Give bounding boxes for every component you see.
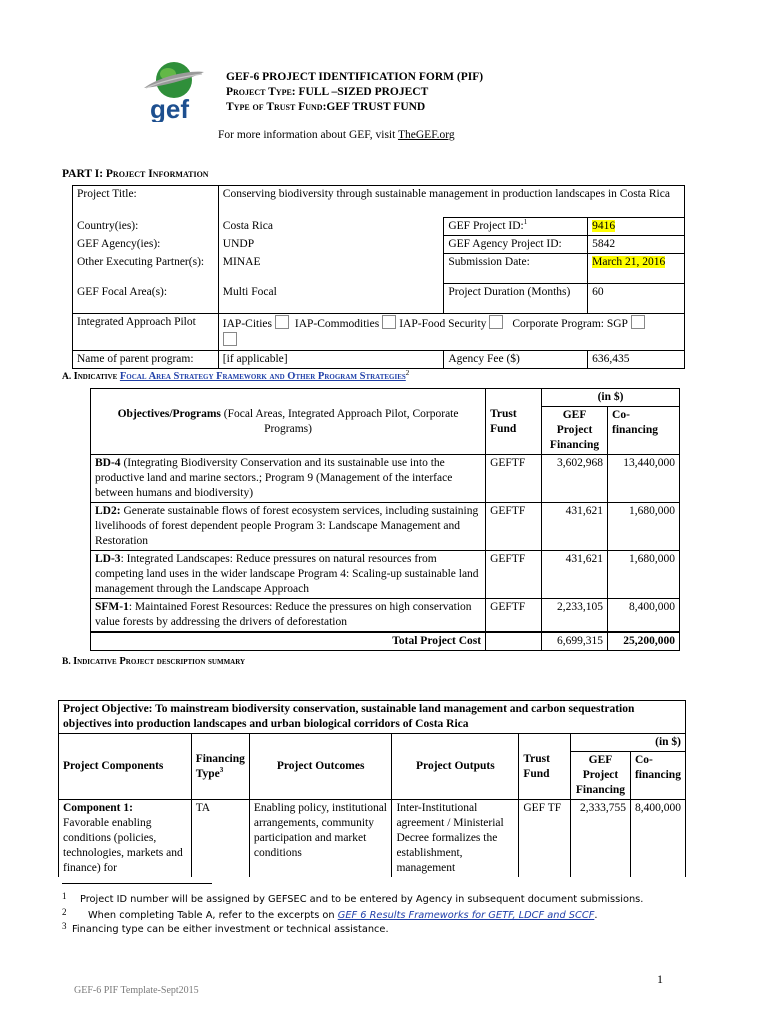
- gef-project-id-label: GEF Project ID:$^1$: [444, 218, 588, 236]
- corporate-program-checkbox[interactable]: [631, 315, 645, 329]
- agency-value: UNDP: [218, 236, 444, 254]
- results-framework-link[interactable]: GEF 6 Results Frameworks for GETF, LDCF and SCCF: [337, 910, 595, 921]
- table-row: SFM-1: Maintained Forest Resources: Reduce the pressures on high conservation value forests by addressing the drivers of deforestation GEFTF 2,233,105 8,400,000: [91, 599, 680, 633]
- iap-food-label: IAP-Food Security: [399, 318, 487, 330]
- section-a-footnote-ref: 2: [405, 368, 410, 377]
- logo-text: gef: [150, 94, 189, 122]
- corporate-program-label: Corporate Program: SGP: [512, 318, 628, 330]
- country-value: Costa Rica: [218, 218, 444, 236]
- focal-area-strategy-link[interactable]: Focal Area Strategy Framework and Other Program Strategies: [119, 371, 406, 382]
- duration-value: 60: [588, 284, 685, 314]
- trust-fund-header-b: Trust Fund: [519, 734, 571, 800]
- total-row: Total Project Cost 6,699,315 25,200,000: [91, 632, 680, 651]
- part1-heading: [62, 167, 209, 181]
- parent-program-value: [if applicable]: [218, 351, 444, 369]
- section-b-title: Indicative Project description summary: [73, 656, 246, 667]
- gef-logo: [140, 58, 206, 122]
- country-label: Country(ies):: [73, 218, 219, 236]
- project-type-value: FULL –SIZED PROJECT: [298, 86, 429, 98]
- iap-commodities-checkbox[interactable]: [382, 315, 396, 329]
- gef-website-link[interactable]: TheGEF.org: [397, 129, 455, 141]
- agency-project-id-label: GEF Agency Project ID:: [444, 236, 588, 254]
- gef-project-id-value: 9416: [588, 218, 685, 236]
- cofinancing-header: Co-financing: [608, 407, 680, 455]
- form-title: GEF-6 PROJECT IDENTIFICATION FORM (PIF): [226, 71, 484, 83]
- financing-type-header: Financing Type$^3$: [191, 734, 249, 800]
- iap-options: [218, 314, 684, 351]
- objectives-header: Objectives/Programs (Focal Areas, Integrated Approach Pilot, Corporate Programs): [91, 389, 486, 455]
- page-number: 1: [657, 972, 663, 986]
- submission-date-value: March 21, 2016: [588, 254, 685, 284]
- trust-fund-label: Type of Trust Fund:: [226, 101, 327, 113]
- duration-label: Project Duration (Months): [444, 284, 588, 314]
- trust-fund-header: Trust Fund: [486, 389, 542, 455]
- part1-title: Project Information: [105, 168, 209, 180]
- iap-label: Integrated Approach Pilot: [73, 314, 219, 351]
- agency-label: GEF Agency(ies):: [73, 236, 219, 254]
- submission-date-label: Submission Date:: [444, 254, 588, 284]
- in-dollars-header-b: (in $): [570, 734, 685, 752]
- more-info-text: For more information about GEF, visit: [218, 129, 398, 141]
- project-description-table: [58, 700, 686, 877]
- extra-checkbox[interactable]: [223, 332, 237, 346]
- table-row: Component 1: Favorable enabling conditions (policies, technologies, markets and finance) for TA Enabling policy, institutional arrangements, community participation and market conditions Inter-Institutional agreement / Ministerial Decree formalizes the establishment, management GEF TF 2,333,755 8,400,000: [59, 800, 686, 878]
- outcomes-header: Project Outcomes: [249, 734, 392, 800]
- footnote-2: 2 When completing Table A, refer to the excerpts on GEF 6 Results Frameworks for GETF, LDCF and SCCF.: [62, 907, 598, 921]
- agency-fee-value: 636,435: [588, 351, 685, 369]
- section-b-heading: [62, 655, 245, 669]
- iap-cities-checkbox[interactable]: [275, 315, 289, 329]
- iap-cities-label: IAP-Cities: [222, 318, 272, 330]
- iap-commodities-label: IAP-Commodities: [294, 318, 380, 330]
- table-row: LD-3: Integrated Landscapes: Reduce pressures on natural resources from competing land uses in the wider landscape Program 4: Scaling-up sustainable land management through the Landscape Approach GEFTF 431,621 1,680,000: [91, 551, 680, 599]
- trust-fund-value: GEF TRUST FUND: [326, 101, 426, 113]
- section-a-letter: A.: [62, 372, 74, 382]
- focal-area-table: [90, 388, 680, 651]
- project-objective: Project Objective: To mainstream biodiversity conservation, sustainable land management and carbon sequestration objectives into production landscapes and urban biological corridors of Costa Rica: [59, 701, 686, 734]
- section-a-heading: [62, 370, 409, 384]
- footnote-separator: [62, 883, 212, 884]
- project-info-table: [72, 185, 685, 369]
- section-b-letter: B.: [62, 657, 74, 667]
- agency-fee-label: Agency Fee ($): [444, 351, 588, 369]
- in-dollars-header: (in $): [542, 389, 680, 407]
- gef-financing-header: GEF Project Financing: [542, 407, 608, 455]
- footnote-1: 1 Project ID number will be assigned by GEFSEC and to be entered by Agency in subsequent document submissions.: [62, 891, 644, 905]
- other-partners-label: Other Executing Partner(s):: [73, 254, 219, 284]
- project-title-value: Conserving biodiversity through sustainable management in production landscapes in Costa Rica: [218, 186, 684, 218]
- other-partners-value: MINAE: [218, 254, 444, 284]
- project-title-label: Project Title:: [73, 186, 219, 218]
- section-a-prefix: Indicative: [73, 371, 120, 382]
- focal-area-value: Multi Focal: [218, 284, 444, 314]
- table-row: LD2: Generate sustainable flows of forest ecosystem services, including sustaining livelihoods of forest dependent people Program 3: Landscape Management and Restoration GEFTF 431,621 1,680,000: [91, 503, 680, 551]
- cofinancing-header-b: Co-financing: [630, 752, 685, 800]
- document-header: [226, 70, 483, 115]
- agency-project-id-value: 5842: [588, 236, 685, 254]
- project-type-label: Project Type:: [226, 86, 296, 98]
- gef-financing-header-b: GEF Project Financing: [570, 752, 630, 800]
- iap-food-checkbox[interactable]: [489, 315, 503, 329]
- more-info-line: [218, 128, 455, 142]
- footnote-3: 3 Financing type can be either investment or technical assistance.: [62, 921, 389, 935]
- focal-area-label: GEF Focal Area(s):: [73, 284, 219, 314]
- part1-label: PART I:: [62, 168, 106, 180]
- parent-program-label: Name of parent program:: [73, 351, 219, 369]
- outputs-header: Project Outputs: [392, 734, 519, 800]
- page-footer: GEF-6 PIF Template-Sept2015: [74, 985, 199, 996]
- components-header: Project Components: [59, 734, 192, 800]
- table-row: BD-4 (Integrating Biodiversity Conservation and its sustainable use into the productive land and marine sectors.; Program 9 (Management of the interface between humans and biodiversity) GEFTF 3,602,968 13,440,000: [91, 455, 680, 503]
